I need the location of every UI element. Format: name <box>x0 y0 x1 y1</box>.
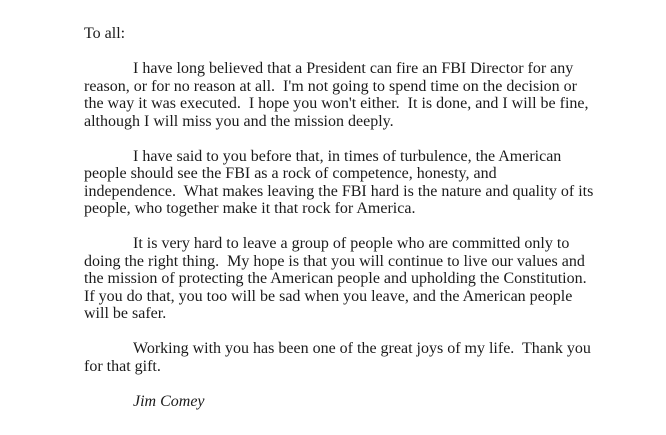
paragraph-4 <box>84 340 626 375</box>
paragraph-line: reason, or for no reason at all. I'm not going to spend time on the decision or <box>84 77 577 95</box>
paragraph-line: Working with you has been one of the great joys of my life. Thank you <box>133 340 591 357</box>
paragraph-line: doing the right thing. My hope is that you will continue to live our values and <box>84 252 585 270</box>
paragraph-line: I have long believed that a President can fire an FBI Director for any <box>133 60 574 77</box>
paragraph-line: people, who together make it that rock for America. <box>84 200 416 217</box>
paragraph-line: although I will miss you and the mission deeply. <box>84 112 394 130</box>
paragraph-line: If you do that, you too will be sad when you leave, and the American people <box>84 287 573 305</box>
salutation: To all: <box>84 25 126 42</box>
signature: Jim Comey <box>133 392 205 410</box>
paragraph-line: will be safer. <box>84 305 167 322</box>
paragraph-line: independence. What makes leaving the FBI hard is the nature and quality of its <box>84 182 594 200</box>
paragraph-line: for that gift. <box>84 357 161 375</box>
paragraph-line: people should see the FBI as a rock of competence, honesty, and <box>84 165 497 182</box>
paragraph-line: It is very hard to leave a group of people who are committed only to <box>133 235 570 252</box>
paragraph-1 <box>84 60 626 130</box>
paragraph-line: I have said to you before that, in times of turbulence, the American <box>133 147 562 165</box>
paragraph-line: the way it was executed. I hope you won't either. It is done, and I will be fine, <box>84 95 589 112</box>
paragraph-3 <box>84 235 626 323</box>
paragraph-line: the mission of protecting the American people and upholding the Constitution. <box>84 270 587 287</box>
paragraph-2 <box>84 148 626 218</box>
